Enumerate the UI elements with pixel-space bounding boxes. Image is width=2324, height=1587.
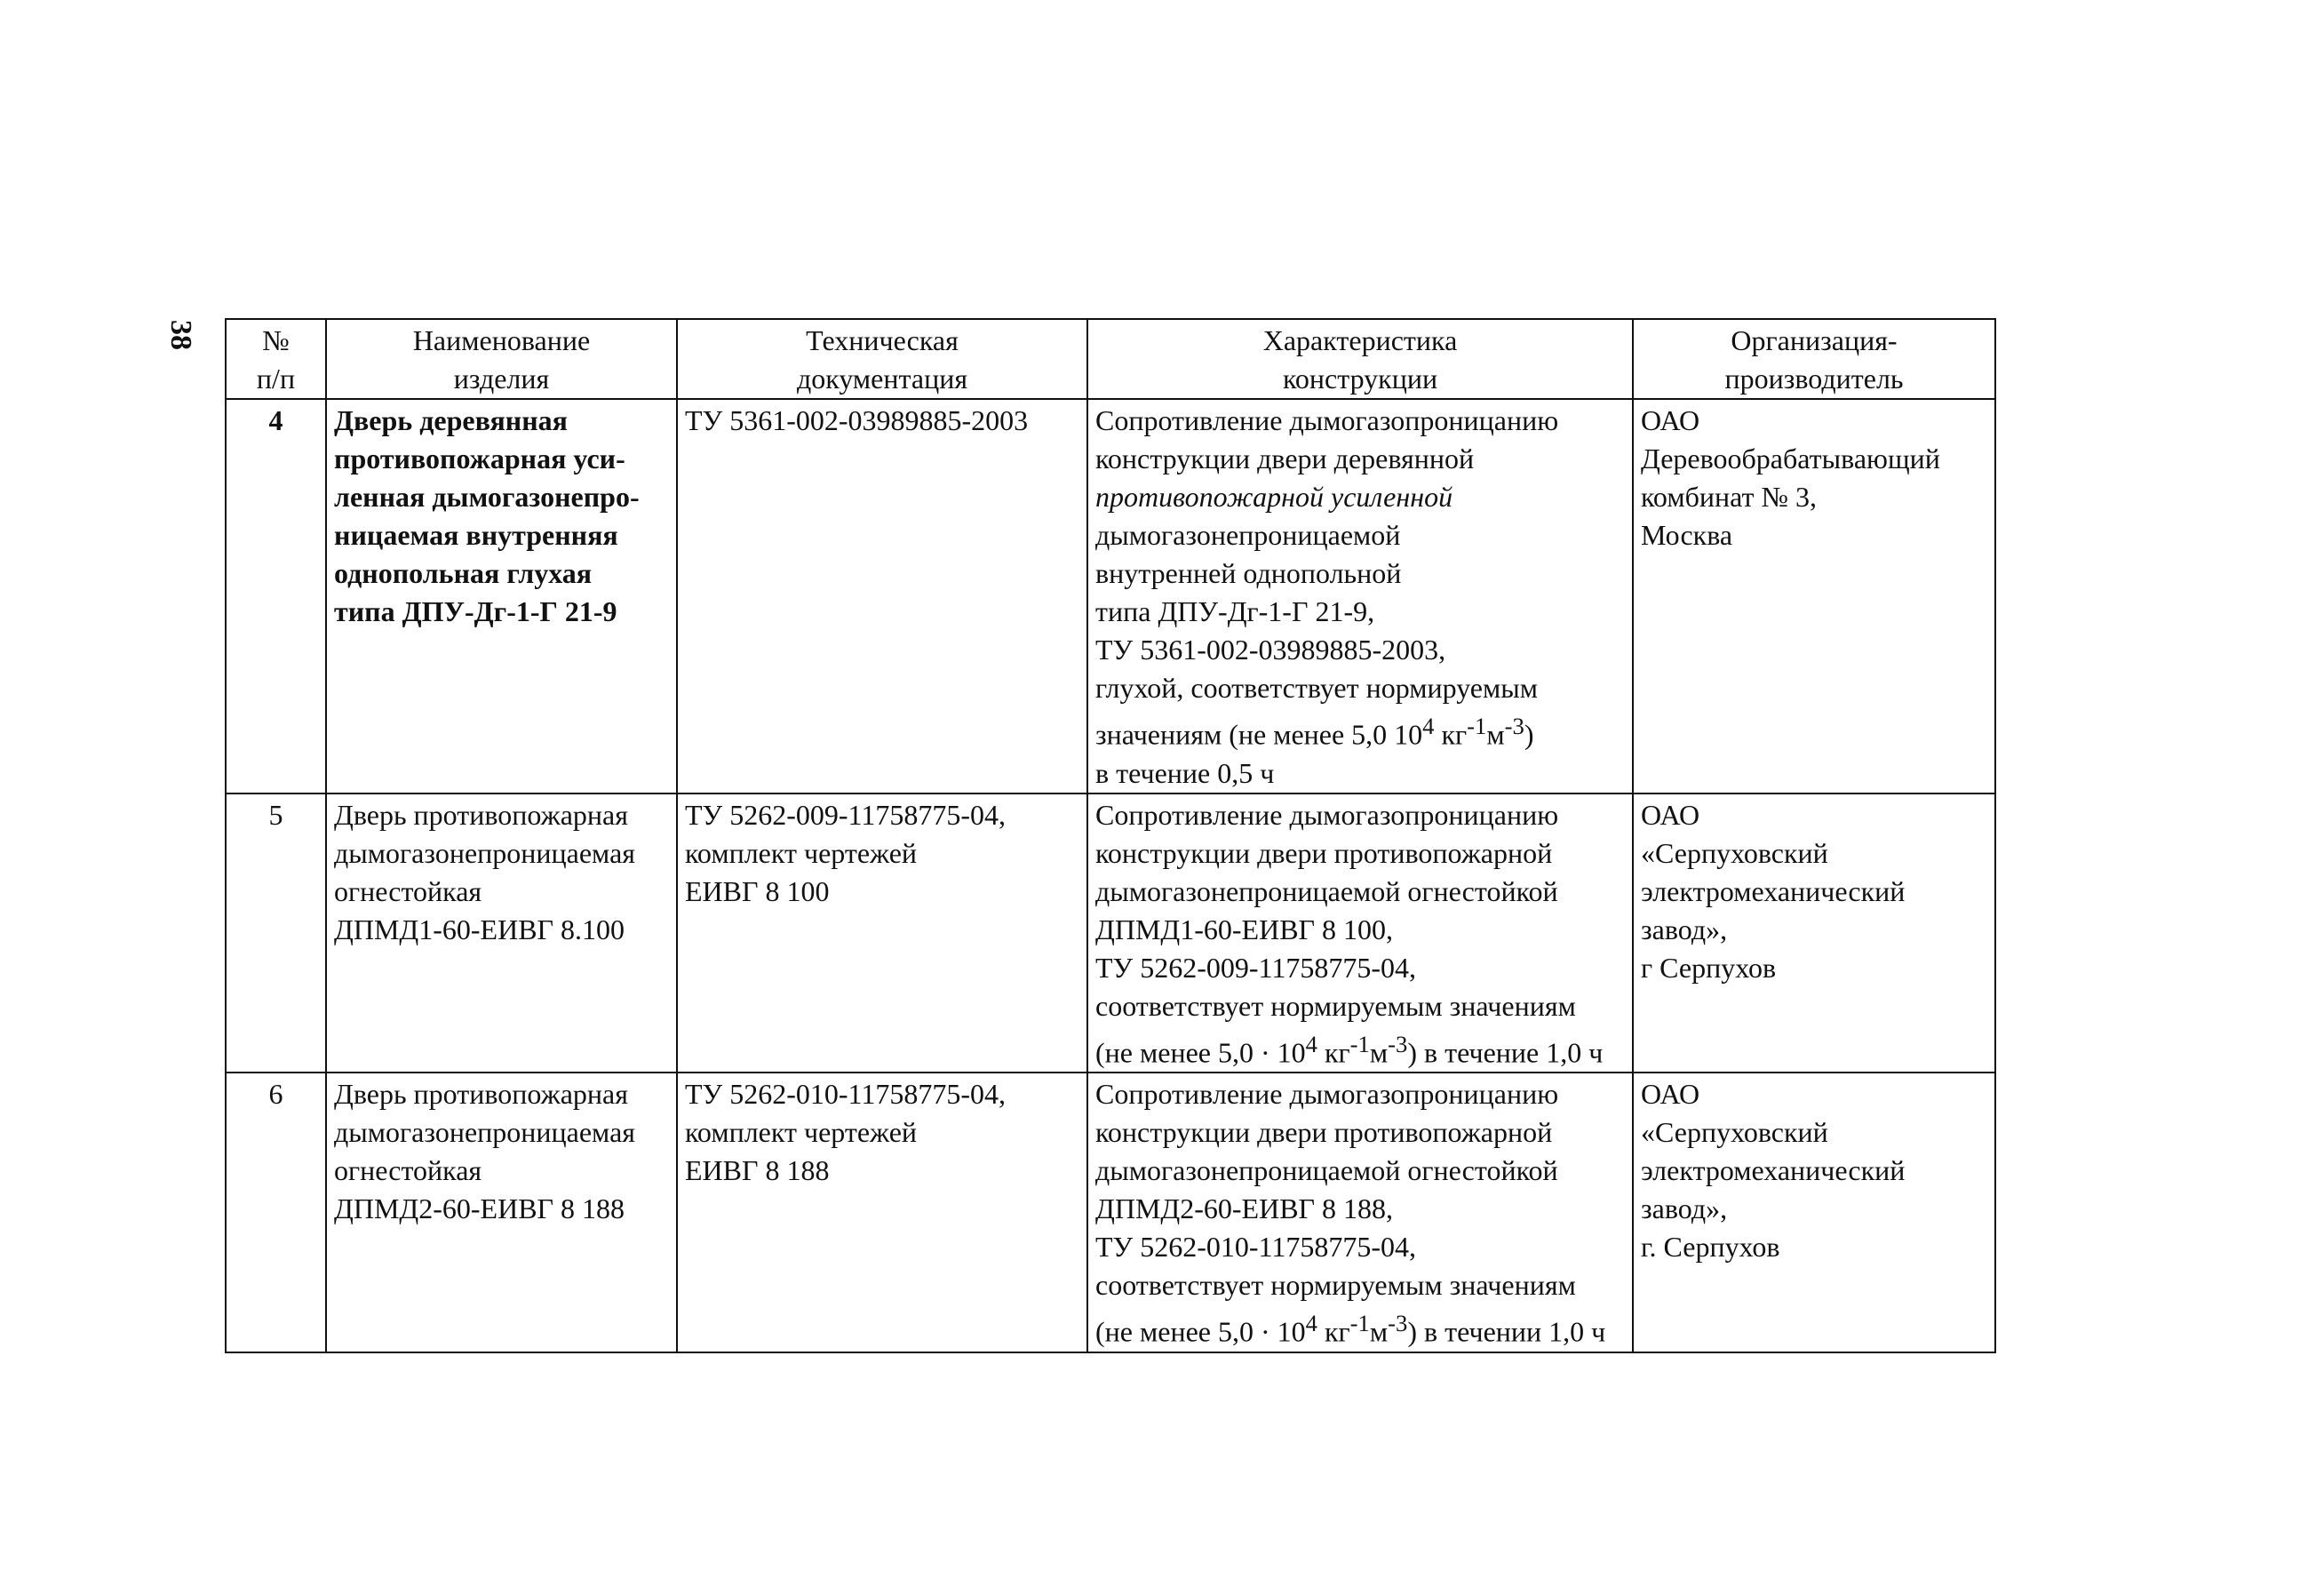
- technical-docs: ТУ 5262-009-11758775-04, комплект чертежей ЕИВГ 8 100: [677, 794, 1087, 1073]
- header-name: Наименование изделия: [326, 319, 677, 399]
- construction-spec: Сопротивление дымогазопроницанию конструкции двери противопожарной дымогазонепроницаемой огнестойкой ДПМД2-60-ЕИВГ 8 188, ТУ 5262-010-11758775-04, соответствует нормируемым значениям (не менее $5,0 \cdot 10^4$ $кг^{-1}м^{-3}$) в течении 1,0 ч: [1087, 1073, 1633, 1352]
- header-docs: Техническая документация: [677, 319, 1087, 399]
- row-number: 5: [226, 794, 326, 1073]
- technical-docs: ТУ 5262-010-11758775-04, комплект чертежей ЕИВГ 8 188: [677, 1073, 1087, 1352]
- construction-spec: Сопротивление дымогазопроницанию конструкции двери противопожарной дымогазонепроницаемой огнестойкой ДПМД1-60-ЕИВГ 8 100, ТУ 5262-009-11758775-04, соответствует нормируемым значениям (не менее $5,0 \cdot 10^4$ $кг^{-1}м^{-3}$) в течение 1,0 ч: [1087, 794, 1633, 1073]
- header-row: [226, 319, 1995, 399]
- product-name: Дверь противопожарная дымогазонепроницаемая огнестойкая ДПМД1-60-ЕИВГ 8.100: [326, 794, 677, 1073]
- products-table: [225, 318, 1996, 1353]
- product-name: Дверь деревянная противопожарная уси- ленная дымогазонепро- ницаемая внутренняя однопольная глухая типа ДПУ-Дг-1-Г 21-9: [326, 399, 677, 794]
- product-name: Дверь противопожарная дымогазонепроницаемая огнестойкая ДПМД2-60-ЕИВГ 8 188: [326, 1073, 677, 1352]
- header-org: Организация- производитель: [1633, 319, 1995, 399]
- row-number: 6: [226, 1073, 326, 1352]
- page-number: 38: [164, 320, 197, 350]
- manufacturer: ОАО «Серпуховский электромеханический завод», г. Серпухов: [1633, 1073, 1995, 1352]
- table-row: [226, 794, 1995, 1073]
- spec-value-line: (не менее $5,0 \cdot 10^4$ $кг^{-1}м^{-3}$) в течение 1,0 ч: [1095, 1030, 1604, 1069]
- technical-docs: ТУ 5361-002-03989885-2003: [677, 399, 1087, 794]
- manufacturer: ОАО «Серпуховский электромеханический завод», г Серпухов: [1633, 794, 1995, 1073]
- table-row: [226, 399, 1995, 794]
- manufacturer: ОАО Деревообрабатывающий комбинат № 3, Москва: [1633, 399, 1995, 794]
- spec-value-line: (не менее $5,0 \cdot 10^4$ $кг^{-1}м^{-3}$) в течении 1,0 ч: [1095, 1310, 1606, 1348]
- spec-value-line: значениям (не менее 5,0 $10^4$ $кг^{-1}м^{-3}$): [1095, 713, 1534, 751]
- construction-spec: Сопротивление дымогазопроницанию конструкции двери деревянной противопожарной усиленной дымогазонепроницаемой внутренней однопольной типа ДПУ-Дг-1-Г 21-9, ТУ 5361-002-03989885-2003, глухой, соответствует нормируемым значениям (не менее 5,0 $10^4$ $кг^{-1}м^{-3}$) в течение 0,5 ч: [1087, 399, 1633, 794]
- table-row: [226, 1073, 1995, 1352]
- header-spec: Характеристика конструкции: [1087, 319, 1633, 399]
- header-number: № п/п: [226, 319, 326, 399]
- row-number: 4: [226, 399, 326, 794]
